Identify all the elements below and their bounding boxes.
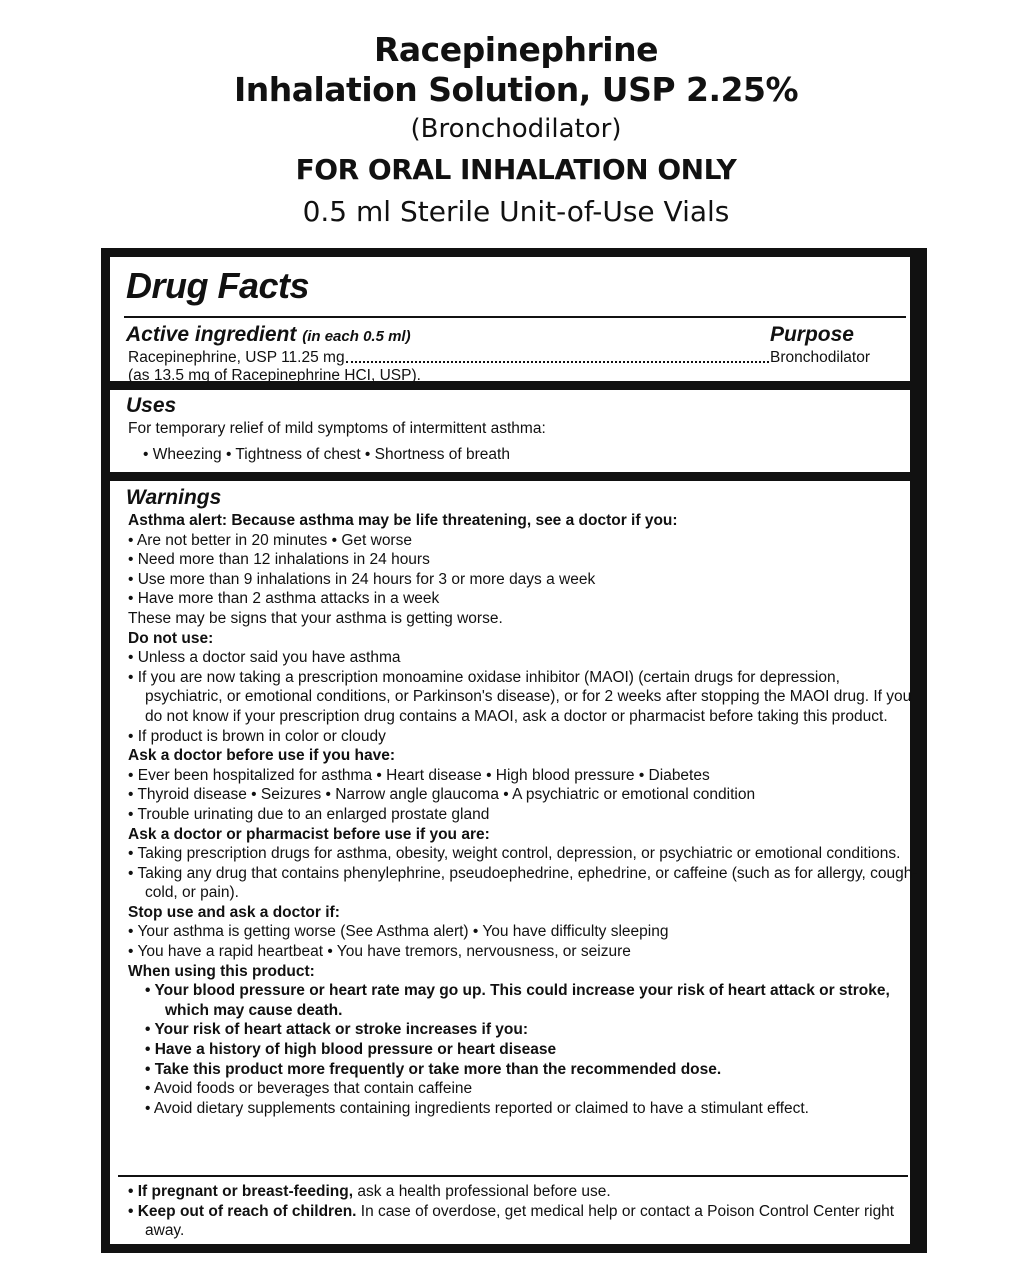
active-heading-text: Active ingredient xyxy=(126,323,297,346)
active-ingredient-heading xyxy=(126,323,411,347)
list-item: • Your blood pressure or heart rate may go up. This could increase your risk of heart attack or stroke, which may cause death. xyxy=(145,982,890,1019)
list-item: • If product is brown in color or cloudy xyxy=(128,727,386,745)
ingredient-purpose: Bronchodilator xyxy=(770,349,870,366)
uses-heading: Uses xyxy=(126,394,177,417)
warnings-content xyxy=(128,511,918,1118)
ingredient-row xyxy=(128,349,870,367)
stop-use-heading: Stop use and ask a doctor if: xyxy=(128,903,340,921)
list-item: • Your asthma is getting worse (See Asthma alert) • You have difficulty sleeping xyxy=(128,923,669,941)
drug-facts-panel xyxy=(101,248,927,1253)
leader-dots xyxy=(346,349,769,363)
pregnancy-bold: • If pregnant or breast-feeding, xyxy=(128,1183,354,1200)
warnings-divider xyxy=(118,1175,908,1177)
label-header xyxy=(0,30,1032,232)
uses-items: • Wheezing • Tightness of chest • Shortness of breath xyxy=(143,446,510,463)
list-item: • Taking prescription drugs for asthma, obesity, weight control, depression, or psychiatric or emotional conditions. xyxy=(128,845,901,863)
list-item: • Taking any drug that contains phenylephrine, pseudoephedrine, ephedrine, or caffeine (such as for allergy, cough-cold, or pain). xyxy=(128,864,918,902)
list-item: • Avoid dietary supplements containing ingredients reported or claimed to have a stimulant effect. xyxy=(145,1099,809,1117)
list-item: • Ever been hospitalized for asthma • Heart disease • High blood pressure • Diabetes xyxy=(128,766,710,784)
active-ingredient-box xyxy=(110,257,910,384)
list-item: • Avoid foods or beverages that contain caffeine xyxy=(145,1080,473,1098)
ingredient-name: Racepinephrine, USP 11.25 mg xyxy=(128,349,345,366)
list-item: • Have more than 2 asthma attacks in a week xyxy=(128,590,440,608)
vials-description: 0.5 ml Sterile Unit-of-Use Vials xyxy=(302,195,730,228)
list-item: • Have a history of high blood pressure or heart disease xyxy=(145,1041,557,1059)
list-item: • Trouble urinating due to an enlarged prostate gland xyxy=(128,805,490,823)
when-using-heading: When using this product: xyxy=(128,962,315,980)
pregnancy-text: ask a health professional before use. xyxy=(353,1183,611,1200)
signs-text: These may be signs that your asthma is getting worse. xyxy=(128,609,503,627)
product-title-line2: Inhalation Solution, USP 2.25% xyxy=(233,70,799,109)
pregnancy-warning xyxy=(128,1182,908,1202)
oral-inhalation-notice: FOR ORAL INHALATION ONLY xyxy=(295,153,737,186)
asthma-alert: Asthma alert: Because asthma may be life threatening, see a doctor if you: xyxy=(128,512,678,529)
children-text: In case of overdose, get medical help or contact a Poison Control Center right away. xyxy=(145,1202,895,1240)
drug-facts-title: Drug Facts xyxy=(126,265,310,306)
list-item: • Unless a doctor said you have asthma xyxy=(128,649,401,667)
list-item: • Need more than 12 inhalations in 24 hours xyxy=(128,551,430,569)
product-title-line1: Racepinephrine xyxy=(373,30,658,69)
list-item: • Thyroid disease • Seizures • Narrow angle glaucoma • A psychiatric or emotional condition xyxy=(128,786,756,804)
ingredient-note: (as 13.5 mg of Racepinephrine HCI, USP). xyxy=(128,367,421,384)
active-qualifier: (in each 0.5 ml) xyxy=(302,328,411,345)
product-subtitle: (Bronchodilator) xyxy=(410,114,622,144)
title-divider xyxy=(124,316,906,318)
purpose-heading: Purpose xyxy=(769,323,854,346)
warnings-box xyxy=(110,481,918,1244)
list-item: • You have a rapid heartbeat • You have tremors, nervousness, or seizure xyxy=(128,943,631,961)
children-bold: • Keep out of reach of children. xyxy=(128,1202,357,1220)
list-item: • If you are now taking a prescription monoamine oxidase inhibitor (MAOI) (certain drugs for depression, psychiatric, or emotional conditions, or Parkinson's disease), or for 2 weeks after stopping the MAOI drug. If you do not know if your prescription drug contains a MAOI, ask a doctor or pharmacist before taking this product. xyxy=(128,668,912,725)
list-item: • Are not better in 20 minutes • Get worse xyxy=(128,531,412,549)
ask-doctor-heading: Ask a doctor before use if you have: xyxy=(128,747,396,765)
list-item: • Your risk of heart attack or stroke increases if you: xyxy=(145,1021,529,1039)
uses-text: For temporary relief of mild symptoms of intermittent asthma: xyxy=(128,420,546,437)
uses-box xyxy=(110,390,910,472)
do-not-use-heading: Do not use: xyxy=(128,629,214,647)
list-item: • Take this product more frequently or take more than the recommended dose. xyxy=(145,1060,722,1078)
warnings-footer xyxy=(128,1182,908,1241)
list-item: • Use more than 9 inhalations in 24 hours for 3 or more days a week xyxy=(128,570,596,588)
children-warning xyxy=(128,1202,908,1241)
warnings-heading: Warnings xyxy=(126,486,222,509)
ask-pharmacist-heading: Ask a doctor or pharmacist before use if you are: xyxy=(128,825,490,843)
